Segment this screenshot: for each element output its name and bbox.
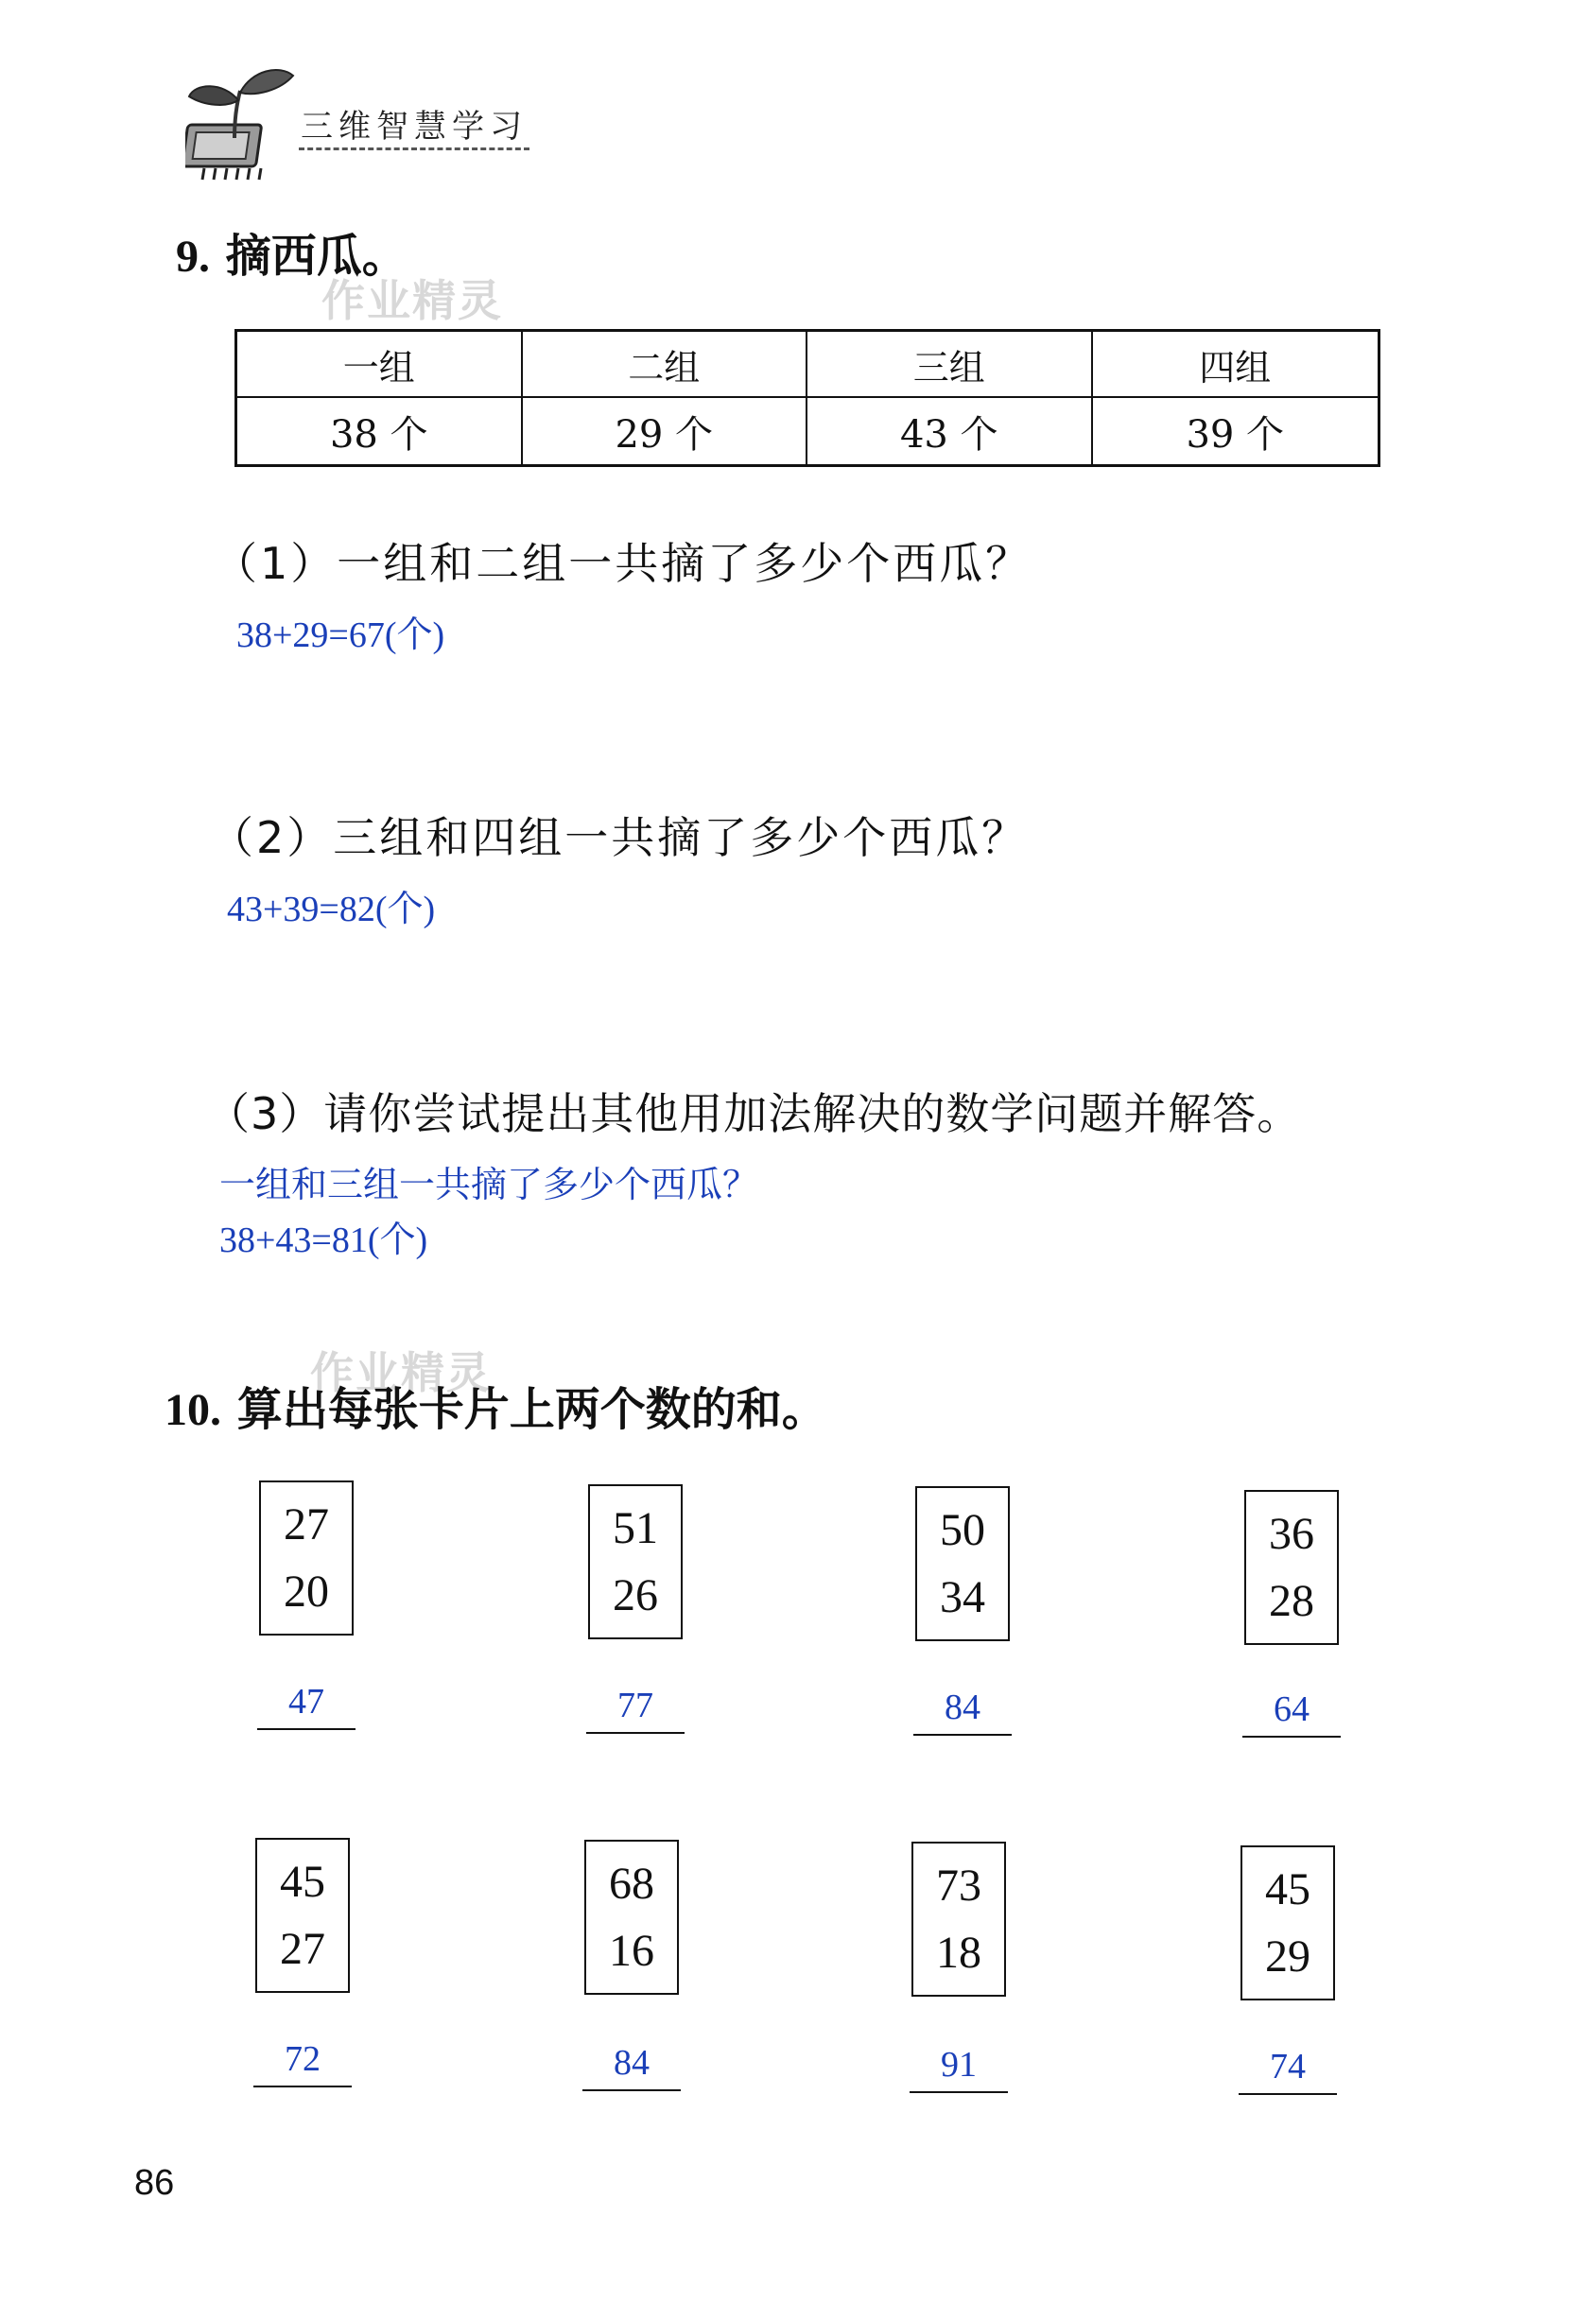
card-sum-answer: 47 — [257, 1681, 356, 1730]
table-value-cell: 43 个 — [807, 398, 1093, 464]
sprout-chip-icon — [185, 62, 299, 185]
q9-sub-question-1: （1）一组和二组一共摘了多少个西瓜？ — [214, 538, 1032, 589]
number-card — [584, 1840, 679, 1995]
card-top-number: 51 — [613, 1502, 658, 1553]
card-bottom-number: 28 — [1269, 1576, 1314, 1627]
q9-answer-3-question: 一组和三组一共摘了多少个西瓜？ — [219, 1166, 759, 1205]
q9-answer-3-equation: 38+43=81(个) — [219, 1221, 428, 1260]
watermark: 作业精灵 — [321, 275, 503, 326]
q10-number: 10. — [165, 1385, 221, 1435]
number-card — [588, 1484, 683, 1639]
q9-answer-2: 43+39=82(个) — [227, 890, 436, 929]
card-sum-answer: 77 — [586, 1685, 685, 1734]
card-sum-answer: 64 — [1242, 1688, 1341, 1738]
page-number: 86 — [134, 2163, 175, 2203]
header-title: 三维智慧学习 — [301, 108, 528, 146]
card-bottom-number: 29 — [1265, 1931, 1310, 1982]
card-top-number: 73 — [936, 1860, 981, 1911]
card-top-number: 45 — [1265, 1863, 1310, 1914]
card-bottom-number: 20 — [284, 1567, 329, 1618]
table-value-cell: 38 个 — [237, 398, 523, 464]
number-card — [911, 1842, 1006, 1997]
card-top-number: 36 — [1269, 1508, 1314, 1559]
table-header-cell: 四组 — [1093, 332, 1379, 398]
card-sum-answer: 84 — [913, 1687, 1012, 1736]
table-header-cell: 三组 — [807, 332, 1093, 398]
number-card — [915, 1486, 1010, 1641]
card-top-number: 27 — [284, 1498, 329, 1550]
card-bottom-number: 27 — [280, 1924, 325, 1975]
q9-sub-question-2: （2）三组和四组一共摘了多少个西瓜？ — [210, 812, 1029, 863]
number-card — [1240, 1845, 1335, 2000]
card-bottom-number: 34 — [940, 1572, 985, 1623]
card-sum-answer: 84 — [582, 2042, 681, 2091]
table-value-cell: 39 个 — [1186, 412, 1285, 457]
card-sum-answer: 91 — [910, 2044, 1008, 2093]
watermark: 作业精灵 — [310, 1347, 492, 1398]
card-sum-answer: 74 — [1239, 2046, 1337, 2095]
q9-number: 9. — [176, 232, 210, 282]
table-header-cell: 二组 — [523, 332, 808, 398]
card-bottom-number: 18 — [936, 1928, 981, 1979]
card-top-number: 68 — [609, 1858, 654, 1909]
header-divider — [299, 147, 529, 150]
q9-answer-1: 38+29=67(个) — [236, 615, 445, 655]
q9-table — [234, 329, 1380, 467]
card-top-number: 50 — [940, 1504, 985, 1555]
q10-title-text: 算出每张卡片上两个数的和。 — [236, 1383, 827, 1436]
table-value-cell: 29 个 — [523, 398, 808, 464]
table-header-cell: 一组 — [237, 332, 523, 398]
card-bottom-number: 16 — [609, 1926, 654, 1977]
q9-sub-question-3: （3）请你尝试提出其他用加法解决的数学问题并解答。 — [206, 1088, 1302, 1139]
number-card — [255, 1838, 350, 1993]
card-bottom-number: 26 — [613, 1570, 658, 1621]
card-top-number: 45 — [280, 1856, 325, 1907]
number-card — [259, 1480, 354, 1636]
q10-title — [165, 1373, 827, 1438]
q9-title-text: 摘西瓜。 — [225, 230, 408, 283]
card-sum-answer: 72 — [253, 2038, 352, 2087]
number-card — [1244, 1490, 1339, 1645]
